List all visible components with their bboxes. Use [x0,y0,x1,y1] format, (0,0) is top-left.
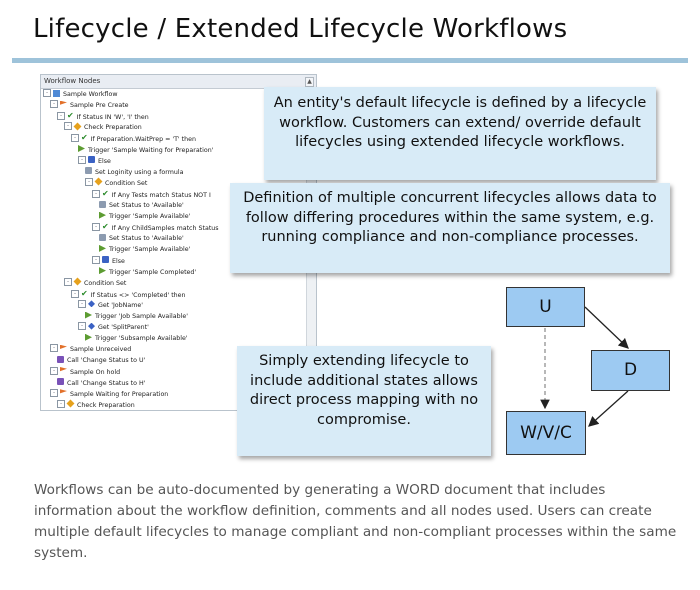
tree-node-label: Check Preparation [77,401,135,409]
page-title: Lifecycle / Extended Lifecycle Workflows [33,14,568,44]
tree-node-label: If Preparation.WaitPrep = 'T' then [90,136,196,144]
tree-node-label: If Status IN 'W', 'I' then [76,114,149,122]
collapse-toggle-icon[interactable]: - [92,190,100,198]
collapse-toggle-icon[interactable]: - [78,156,86,164]
collapse-toggle-icon[interactable]: - [71,290,79,298]
collapse-toggle-icon[interactable]: - [43,89,51,97]
tree-node-label: Set Status to 'Available' [109,235,184,243]
tree-node-label: Condition Set [105,179,148,187]
collapse-toggle-icon[interactable]: - [50,367,58,375]
tree-node-label: Sample Unreceived [70,346,132,354]
collapse-toggle-icon[interactable]: - [50,100,58,108]
tree-node-label: If Status <> 'Completed' then [90,291,186,299]
tree-node-label: Trigger 'Sample Available' [109,246,191,254]
arrow-d-to-w [589,391,628,426]
tree-node-label: If Any Tests match Status NOT I [111,191,211,199]
tree-node-label: Call 'Change Status to H' [67,379,146,387]
collapse-toggle-icon[interactable]: - [50,344,58,352]
collapse-toggle-icon[interactable]: - [57,400,65,408]
arrow-u-to-d [585,307,628,348]
tree-node-label: Condition Set [84,279,127,287]
tree-node-label: Call 'Change Status to U' [67,357,146,365]
tree-node-label: Sample Workflow [63,91,118,98]
tree-node-label: Check Preparation [84,124,142,132]
tree-node-label: Else [112,257,125,265]
collapse-toggle-icon[interactable]: - [57,112,65,120]
state-wvc: W/V/C [506,411,586,455]
tree-node-label: Sample Pre Create [70,102,129,110]
scroll-up-icon[interactable]: ▲ [305,77,314,87]
check-icon: ✔ [102,188,109,198]
collapse-toggle-icon[interactable]: - [78,322,86,330]
callout-default-lifecycle: An entity's default lifecycle is defined by a lifecycle workflow. Customers can extend/ override default lifecycles using extended lifecycle workflows. [264,87,656,180]
tree-node-label: Sample On hold [70,368,121,376]
tree-node-label: Get 'SplitParent' [98,324,149,332]
state-d: D [591,350,670,391]
collapse-toggle-icon[interactable]: - [85,178,93,186]
check-icon: ✔ [102,222,109,232]
tree-node-label: Else [98,157,111,165]
collapse-toggle-icon[interactable]: - [64,278,72,286]
collapse-toggle-icon[interactable]: - [64,122,72,130]
state-u: U [506,287,585,327]
collapse-toggle-icon[interactable]: - [71,134,79,142]
tree-node-label: Get 'JobName' [98,301,143,309]
tree-node-label: If Any ChildSamples match Status [111,225,219,233]
tree-node-label: Trigger 'Sample Available' [109,213,191,221]
tree-node-label: Sample Waiting for Preparation [70,390,169,398]
tree-node-label: Trigger 'Job Sample Available' [95,313,189,320]
collapse-toggle-icon[interactable]: - [92,223,100,231]
tree-node-label: Trigger 'Sample Waiting for Preparation' [88,146,214,154]
callout-extending-lifecycle: Simply extending lifecycle to include additional states allows direct process mapping with no compromise. [237,346,491,456]
tree-node-label: Trigger 'Subsample Available' [95,335,188,343]
collapse-toggle-icon[interactable]: - [50,389,58,397]
tree-node-label: Set Loginity using a formula [95,168,184,176]
check-icon: ✔ [67,111,74,121]
collapse-toggle-icon[interactable]: - [78,300,86,308]
caption-text: Workflows can be auto-documented by generating a WORD document that includes information about the workflow definition, comments and all nodes used. Users can create multiple default lifecycles to manage compliant and non-compliant processes within the same system. [34,482,677,561]
tree-node-label: Set Status to 'Available' [109,202,184,209]
collapse-toggle-icon[interactable]: - [92,256,100,264]
panel-header-label: Workflow Nodes [44,77,101,85]
check-icon: ✔ [81,288,88,298]
tree-node-label: Trigger 'Sample Completed' [109,268,197,276]
check-icon: ✔ [81,133,88,143]
callout-concurrent-lifecycles: Definition of multiple concurrent lifecycles allows data to follow differing procedures within the same system, e.g. running compliance and non-compliance processes. [230,183,670,273]
